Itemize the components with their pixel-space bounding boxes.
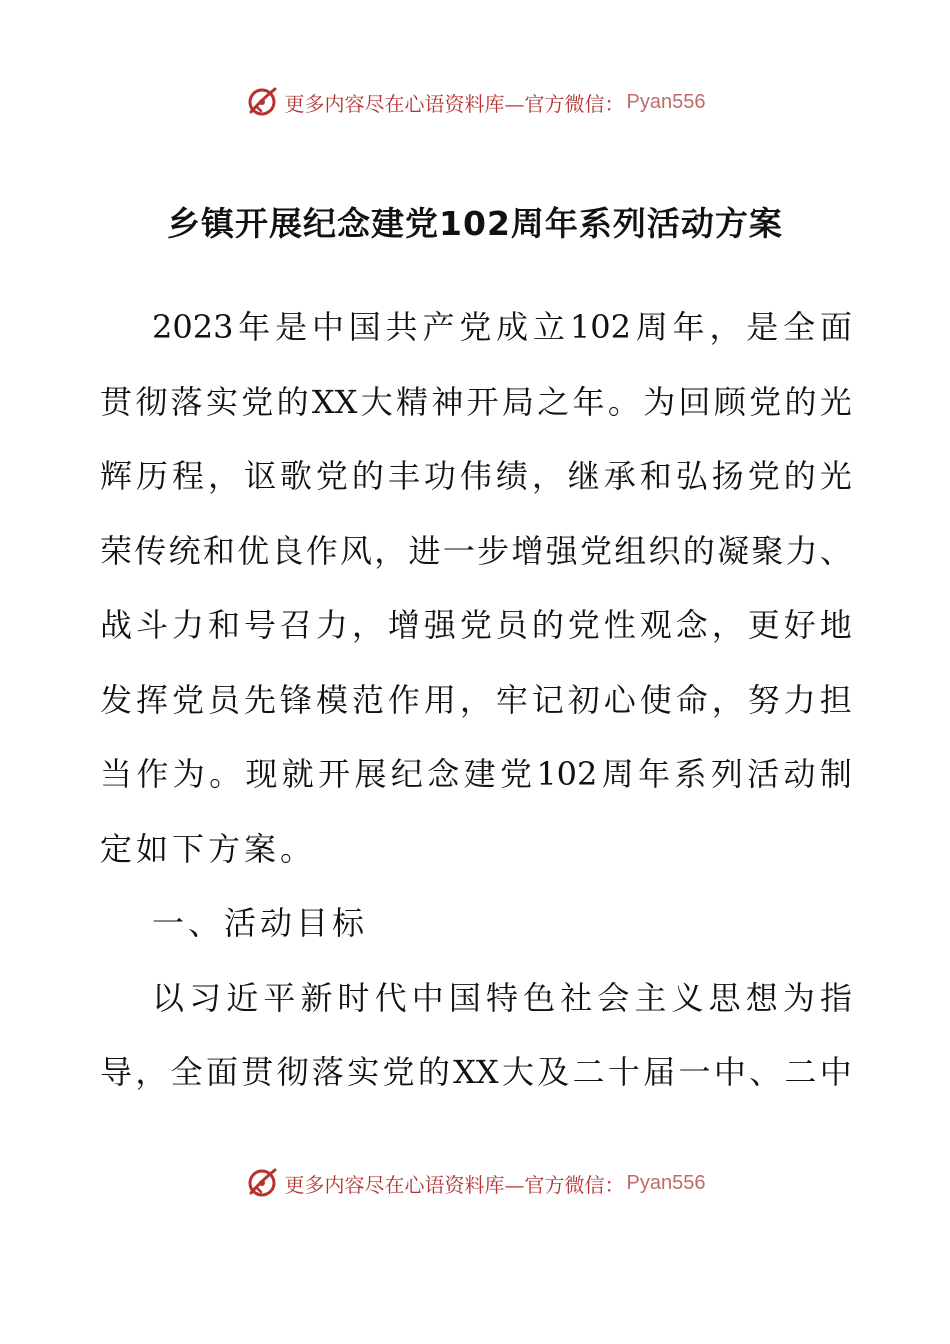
watermark-text: 更多内容尽在心语资料库—官方微信：	[284, 91, 625, 116]
body-line: 战 斗 力 和 号 召 力 ， 增 强 党 员 的 党 性 观 念 ， 更 好 地	[100, 606, 852, 644]
watermark-footer	[0, 1163, 950, 1203]
body-line: 导 ， 全 面 贯 彻 落 实 党 的 XX 大 及 二 十 届 一 中 、 二 中	[100, 1053, 852, 1091]
watermark-text: 更多内容尽在心语资料库—官方微信：	[284, 1172, 625, 1197]
body-line: 以 习 近 平 新 时 代 中 国 特 色 社 会 主 义 思 想 为 指	[152, 978, 852, 1017]
body-line: 发 挥 党 员 先 锋 模 范 作 用 ， 牢 记 初 心 使 命 ， 努 力 担	[100, 680, 852, 719]
brush-logo-icon	[245, 85, 279, 119]
body-line: 2023 年 是 中 国 共 产 党 成 立 102 周 年 ， 是 全 面	[152, 308, 852, 346]
body-line: 当 作 为 。 现 就 开 展 纪 念 建 党 102 周 年 系 列 活 动 制	[100, 755, 852, 793]
body-line: 贯 彻 落 实 党 的 XX 大 精 神 开 局 之 年 。 为 回 顾 党 的 光	[100, 382, 852, 421]
section-heading: 一、活动目标	[152, 904, 369, 942]
body-line: 荣 传 统 和 优 良 作 风 ， 进 一 步 增 强 党 组 织 的 凝 聚 力 、	[100, 531, 852, 570]
body-line: 辉 历 程 ， 讴 歌 党 的 丰 功 伟 绩 ， 继 承 和 弘 扬 党 的 光	[100, 457, 852, 495]
document-title: 乡镇开展纪念建党102周年系列活动方案	[167, 204, 783, 243]
brush-logo-icon	[245, 1166, 279, 1200]
document-body	[100, 290, 852, 1110]
body-line: 定如下方案。	[100, 829, 317, 868]
watermark-wechat-id: Pyan556	[626, 90, 706, 113]
watermark-wechat-id: Pyan556	[626, 1171, 706, 1194]
watermark-header	[0, 82, 950, 122]
